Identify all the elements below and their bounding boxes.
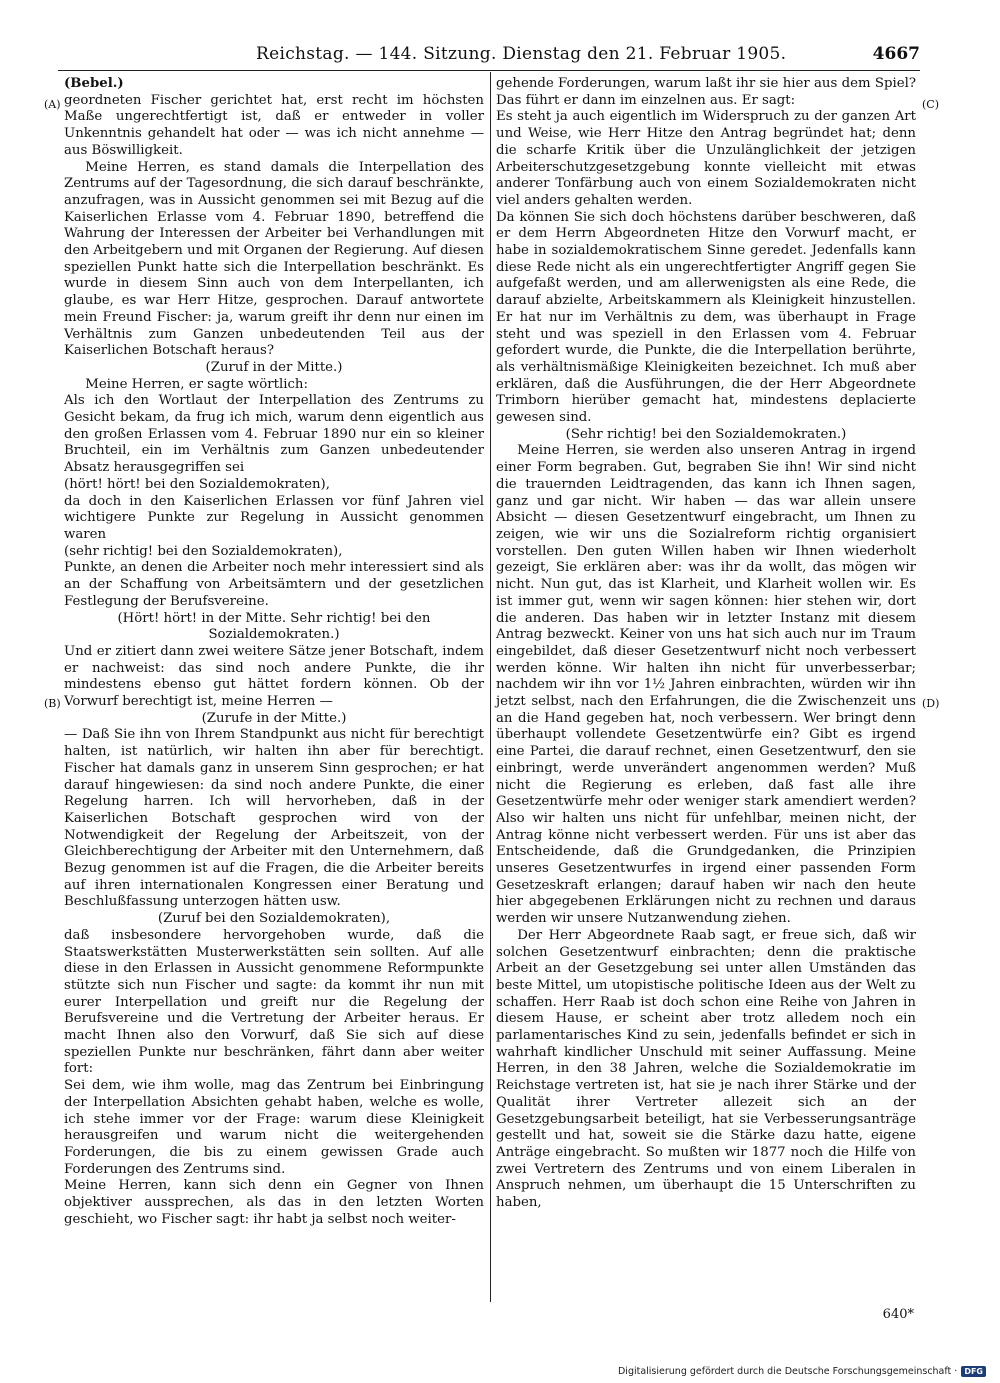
quotation: Es steht ja auch eigentlich im Widerspruch zu der ganzen Art und Weise, wie Herr Hitze den Antrag begründet hat; denn die scharfe Kritik über die Unzulänglichkeit der jetzigen Arbeiterschutzgesetzgebung konnte vielleicht mit etwas anderer Tonfärbung auch von einem Sozialdemokraten nicht viel anders gehalten werden. bbox=[496, 109, 916, 208]
margin-marker-c: (C) bbox=[922, 98, 939, 111]
dfg-logo: DFG bbox=[961, 1366, 986, 1377]
left-column bbox=[64, 76, 484, 1229]
running-title: Reichstag. — 144. Sitzung. Dienstag den 21. Februar 1905. bbox=[256, 44, 787, 64]
paragraph: gehende Forderungen, warum laßt ihr sie hier aus dem Spiel? Das führt er dann im einzelnen aus. Er sagt: bbox=[496, 76, 916, 108]
margin-marker-d: (D) bbox=[922, 697, 940, 710]
paragraph: Meine Herren, es stand damals die Interpellation des Zentrums auf der Tagesordnung, die sich darauf beschränkte, anzufragen, was in Aussicht genommen sei mit Bezug auf die Kaiserlichen Erlasse vom 4. Februar 1890, betreffend die Wahrung der Interessen der Arbeiter bei Verhandlungen mit den Arbeitgebern und mit Organen der Regierung. Auf diesen speziellen Punkt hatte sich die Interpellation beschränkt. Es wurde in diesem Sinn auch von dem Interpellanten, ich glaube, es war Herr Hitze, gesprochen. Darauf antwortete mein Freund Fischer: ja, warum greift ihr denn nur einen im Verhältnis zum Ganzen unbedeutenden Teil aus der Kaiserlichen Botschaft heraus? bbox=[64, 159, 484, 359]
header-rule bbox=[58, 70, 920, 71]
interjection: (sehr richtig! bei den Sozialdemokraten), bbox=[64, 543, 343, 559]
paragraph: Und er zitiert dann zwei weitere Sätze jener Botschaft, indem er nachweist: das sind noch andere Punkte, die ihr mindestens ebenso gut hättet fordern können. Ob der Vorwurf berechtigt ist, meine Herren — bbox=[64, 643, 484, 710]
paragraph: Meine Herren, kann sich denn ein Gegner von Ihnen objektiver aussprechen, als das in den letzten Worten geschieht, wo Fischer sagt: ihr habt ja selbst noch weiter- bbox=[64, 1178, 484, 1227]
speaker-name: (Bebel.) bbox=[64, 76, 124, 91]
paragraph: Meine Herren, er sagte wörtlich: bbox=[85, 376, 308, 392]
interjection: (Zurufe in der Mitte.) bbox=[201, 710, 347, 726]
signature-mark: 640* bbox=[882, 1307, 914, 1322]
page-number: 4667 bbox=[872, 44, 920, 64]
interjection: (Sehr richtig! bei den Sozialdemokraten.) bbox=[565, 426, 847, 442]
interjection: (Hört! hört! in der Mitte. Sehr richtig! bei den Sozialdemokraten.) bbox=[117, 610, 431, 643]
quotation: Als ich den Wortlaut der Interpellation des Zentrums zu Gesicht bekam, da frug ich mich, warum denn eigentlich aus den großen Erlassen vom 4. Februar 1890 nur ein so kleiner Bruchteil, ein im Verhältnis zum Ganzen unbedeutender Absatz herausgegriffen sei bbox=[64, 393, 484, 476]
paragraph: Meine Herren, sie werden also unseren Antrag in irgend einer Form begraben. Gut, begraben Sie ihn! Wir sind nicht die trauernden Leidtragenden, das kann ich Ihnen sagen, ganz und gar nicht. Wir haben — das war allein unsere Absicht — diesen Gesetzentwurf eingebracht, um Ihnen zu zeigen, wie wir uns die Sozialreform richtig organisiert vorstellen. Den guten Willen haben wir Ihnen wiederholt gezeigt, Sie erklären aber: was ihr da wollt, das mögen wir nicht. Nun gut, das ist Klarheit, und Klarheit wollen wir. Es ist immer gut, wenn wir sagen können: hier stehen wir, dort die anderen. Das haben wir in letzter Instanz mit diesem Antrag bezweckt. Keiner von uns hat sich auch nur im Traum eingebildet, daß dieser Gesetzentwurf nicht noch verbessert werden könne. Wir halten ihn nicht für unverbesserbar; nachdem wir ihn vor 1½ Jahren einbrachten, würden wir ihn jetzt selbst, nach den Erfahrungen, die die Zwischenzeit uns an die Hand gegeben hat, noch verbessern. Wer bringt denn überhaupt vollendete Gesetzentwürfe ein? Gibt es irgend eine Partei, die darauf rechnet, einen Gesetzentwurf, den sie einbringt, werde unverändert angenommen werden? Muß nicht die Regierung es erleben, daß fast alle ihre Gesetzentwürfe mehr oder weniger stark amendiert werden? Also wir halten uns nicht für unfehlbar, meinen nicht, der Antrag könne nicht verbessert werden. Für uns ist aber das Entscheidende, daß die Grundgedanken, die Prinzipien unseres Gesetzentwurfes in irgend einer passenden Form Gesetzeskraft erlangen; darauf haben wir nach den heute hier abgegebenen Erklärungen nicht zu rechnen und daraus werden wir unsere Nutzanwendung ziehen. bbox=[496, 443, 916, 927]
paragraph: Da können Sie sich doch höchstens darüber beschweren, daß er dem Herrn Abgeordneten Hitze den Vorwurf macht, er habe in sozialdemokratischem Sinne geredet. Jedenfalls kann diese Rede nicht als ein ungerechtfertigter Angriff gegen Sie aufgefaßt werden, und am allerwenigsten als eine Rede, die darauf abzielte, Arbeitskammern als Kleinigkeit hinzustellen. Er hat nur im Verhältnis zu dem, was überhaupt in Frage steht und was speziell in den Erlassen vom 4. Februar gefordert wurde, die Punkte, die die Interpellation berührte, als verhältnismäßige Kleinigkeiten bezeichnet. Ich muß aber erklären, daß die Ausführungen, die der Herr Abgeordnete Trimborn hierüber gemacht hat, mindestens deplacierte gewesen sind. bbox=[496, 209, 916, 426]
page-header bbox=[58, 44, 920, 68]
paragraph: — Daß Sie ihn von Ihrem Standpunkt aus nicht für berechtigt halten, ist natürlich, wir halten ihn aber für berechtigt. Fischer hat damals ganz in unserem Sinn gesprochen; er hat darauf hingewiesen: da sind noch andere Punkte, die einer Regelung harren. Ich will hervorheben, daß in der Kaiserlichen Botschaft gesprochen wird von der Notwendigkeit der Regelung der Arbeitszeit, von der Gleichberechtigung der Arbeiter mit den Unternehmern, daß Bezug genommen ist auf die Fragen, die die Arbeiter bereits auf ihren internationalen Kongressen einer Beratung und Beschlußfassung unterzogen hätten usw. bbox=[64, 727, 484, 910]
footer bbox=[618, 1366, 986, 1377]
interjection: (Zuruf bei den Sozialdemokraten), bbox=[157, 911, 391, 927]
paragraph: daß insbesondere hervorgehoben wurde, daß die Staatswerkstätten Musterwerkstätten sein sollten. Auf alle diese in den Erlassen in Aussicht genommene Reformpunkte stützte sich nun Fischer und sagte: da kommt ihr nun mit eurer Interpellation und greift nur die Regelung der Berufsvereine und die Vertretung der Arbeiter heraus. Er macht Ihnen also den Vorwurf, daß Sie sich auf diese speziellen Punkte nur beschränken, fährt dann aber weiter fort: bbox=[64, 927, 484, 1077]
paragraph: Der Herr Abgeordnete Raab sagt, er freue sich, daß wir solchen Gesetzentwurf einbrachten; denn die praktische Arbeit an der Gesetzgebung sei unter allen Umständen das beste Mittel, um utopistische politische Ideen aus der Welt zu schaffen. Herr Raab ist doch schon eine Reihe von Jahren in diesem Hause, er scheint aber trotz alledem noch ein parlamentarisches Kind zu sein, jedenfalls befindet er sich in wahrhaft kindlicher Unschuld mit seiner Auffassung. Meine Herren, in den 38 Jahren, welche die Sozialdemokratie im Reichstage vertreten ist, hat sie je nach ihrer Stärke und der Qualität ihrer Vertreter allezeit sich an der Gesetzgebungsarbeit beteiligt, hat sie Verbesserungsanträge gestellt und hat, soweit sie die Stärke dazu hatte, eigene Anträge eingebracht. So mußten wir 1877 noch die Hilfe von zwei Vertretern des Zentrums und von einem Liberalen in Anspruch nehmen, um überhaupt die 15 Unterschriften zu haben, bbox=[496, 927, 916, 1211]
interjection: (Zuruf in der Mitte.) bbox=[205, 359, 343, 375]
quotation: da doch in den Kaiserlichen Erlassen vor fünf Jahren viel wichtigere Punkte zur Regelung in Aussicht genommen waren bbox=[64, 493, 484, 542]
funding-note: Digitalisierung gefördert durch die Deutsche Forschungsgemeinschaft · bbox=[617, 1366, 958, 1377]
margin-marker-b: (B) bbox=[44, 697, 61, 710]
column-divider bbox=[490, 72, 491, 1302]
margin-marker-a: (A) bbox=[44, 98, 61, 111]
quotation: Punkte, an denen die Arbeiter noch mehr interessiert sind als an der Schaffung von Arbeitsämtern und der gesetzlichen Festlegung der Berufsvereine. bbox=[64, 560, 484, 609]
quotation: Sei dem, wie ihm wolle, mag das Zentrum bei Einbringung der Interpellation Absichten gehabt haben, welche es wolle, ich stehe immer vor der Frage: warum diese Kleinigkeit herausgreifen und warum nicht die weitergehenden Forderungen, die bis zu einem gewissen Grade auch Forderungen des Zentrums sind. bbox=[64, 1078, 484, 1177]
interjection: (hört! hört! bei den Sozialdemokraten), bbox=[64, 476, 330, 492]
right-column bbox=[496, 76, 916, 1212]
paragraph: geordneten Fischer gerichtet hat, erst recht im höchsten Maße ungerechtfertigt ist, daß er entweder in voller Unkenntnis gehandelt hat oder — was ich nicht annehme — aus Böswilligkeit. bbox=[64, 92, 484, 158]
